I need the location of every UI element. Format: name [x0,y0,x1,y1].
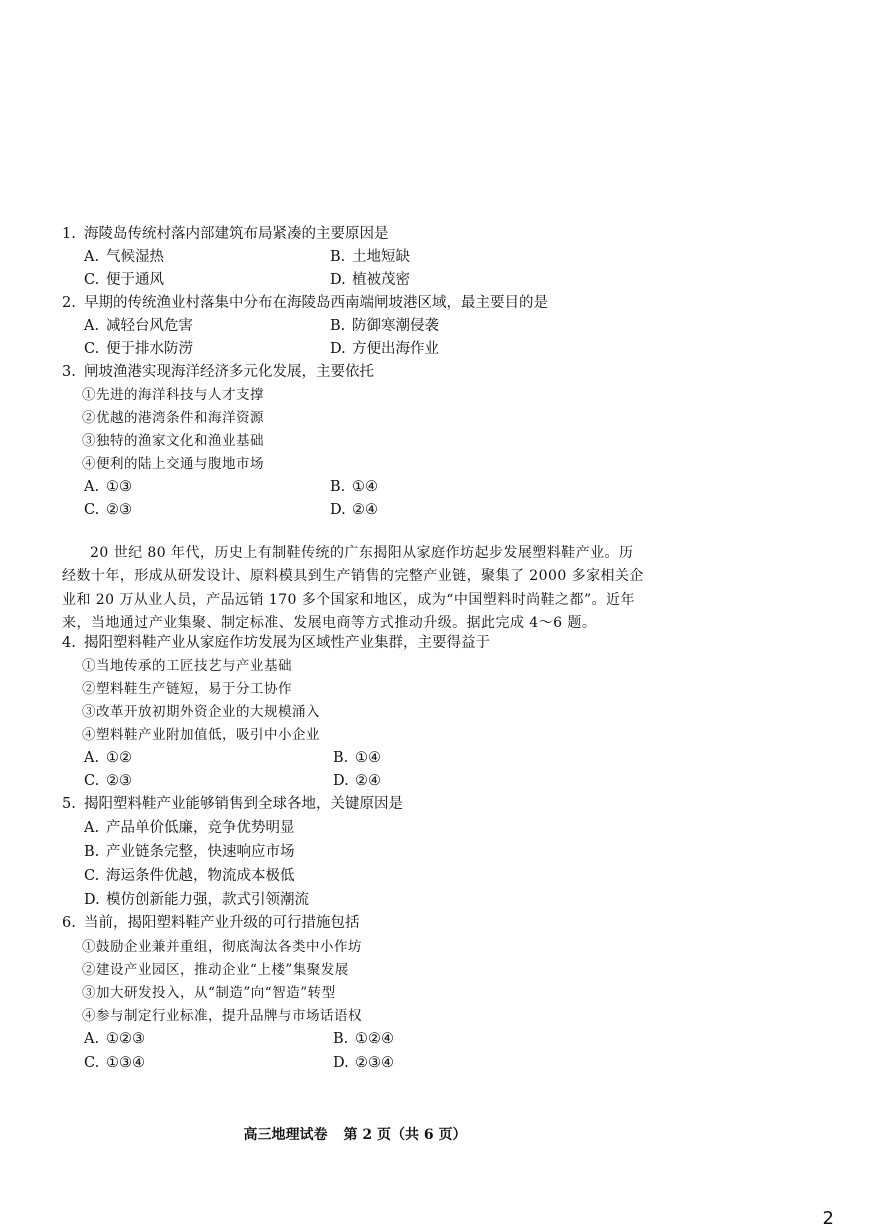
passage-line-4: 来，当地通过产业集聚、制定标准、发展电商等方式推动升级。据此完成 4～6 题。 [62,614,597,631]
q3-option-c: C. ②③ [84,502,132,518]
q4-statement-3: ③改革开放初期外资企业的大规模涌入 [82,704,320,720]
q6-statement-4: ④参与制定行业标准，提升品牌与市场话语权 [82,1008,362,1024]
q4-option-d: D. ②④ [333,773,381,789]
q6-statement-3: ③加大研发投入，从“制造”向“智造”转型 [82,985,336,1001]
q4-option-b: B. ①④ [333,750,381,766]
question-4-stem [62,634,490,653]
question-text: 早期的传统渔业村落集中分布在海陵岛西南端闸坡港区域，最主要目的是 [84,295,548,311]
question-text: 海陵岛传统村落内部建筑布局紧凑的主要原因是 [84,226,389,242]
q4-option-a: A. ①② [84,750,132,766]
question-number: 3. [62,364,76,380]
passage-line-2: 经数十年，形成从研发设计、原料模具到生产销售的完整产业链，聚集了 2000 多家相关企 [62,568,644,585]
q5-option-d: D. 模仿创新能力强，款式引领潮流 [84,892,309,908]
q1-option-c: C. 便于通风 [84,272,164,288]
q1-option-a: A. 气候湿热 [84,249,164,265]
question-3-stem [62,363,374,382]
q4-statement-2: ②塑料鞋生产链短，易于分工协作 [82,681,292,697]
q4-option-c: C. ②③ [84,773,132,789]
q3-option-b: B. ①④ [330,479,378,495]
passage-line-3: 业和 20 万从业人员，产品远销 170 多个国家和地区，成为“中国塑料时尚鞋之都”。近年 [62,591,635,608]
q5-option-a: A. 产品单价低廉，竞争优势明显 [84,820,295,836]
q5-option-c: C. 海运条件优越，物流成本极低 [84,868,295,884]
question-6-stem [62,914,360,933]
footer-page-number: 第 2 页（共 6 页） [343,1127,467,1143]
q6-statement-1: ①鼓励企业兼并重组，彻底淘汰各类中小作坊 [82,939,362,955]
q1-option-b: B. 土地短缺 [330,249,410,265]
footer-subject: 高三地理试卷 [243,1127,328,1143]
q3-statement-1: ①先进的海洋科技与人才支撑 [82,387,264,403]
q2-option-a: A. 减轻台风危害 [84,318,193,334]
question-number: 5. [62,796,76,812]
q4-statement-4: ④塑料鞋产业附加值低，吸引中小企业 [82,727,320,743]
q5-option-b: B. 产业链条完整，快速响应市场 [84,844,295,860]
page-footer [0,1124,710,1144]
q3-statement-3: ③独特的渔家文化和渔业基础 [82,433,264,449]
question-number: 4. [62,635,76,651]
q6-option-b: B. ①②④ [333,1031,394,1047]
q3-option-d: D. ②④ [330,502,378,518]
q6-option-a: A. ①②③ [84,1031,145,1047]
question-text: 揭阳塑料鞋产业从家庭作坊发展为区域性产业集群，主要得益于 [84,635,490,651]
q6-option-d: D. ②③④ [333,1055,394,1071]
passage-line-1: 20 世纪 80 年代，历史上有制鞋传统的广东揭阳从家庭作坊起步发展塑料鞋产业。历 [90,545,634,561]
question-number: 1. [62,226,76,242]
q2-option-c: C. 便于排水防涝 [84,341,193,357]
q6-statement-2: ②建设产业园区，推动企业“上楼”集聚发展 [82,962,349,978]
q3-statement-4: ④便利的陆上交通与腹地市场 [82,456,264,472]
question-text: 揭阳塑料鞋产业能够销售到全球各地，关键原因是 [84,796,403,812]
question-text: 闸坡渔港实现海洋经济多元化发展，主要依托 [84,364,374,380]
q2-option-d: D. 方便出海作业 [330,341,439,357]
q3-statement-2: ②优越的港湾条件和海洋资源 [82,410,264,426]
q4-statement-1: ①当地传承的工匠技艺与产业基础 [82,658,292,674]
question-number: 6. [62,915,76,931]
q3-option-a: A. ①③ [84,479,132,495]
q2-option-b: B. 防御寒潮侵袭 [330,318,439,334]
question-1-stem [62,225,389,244]
question-text: 当前，揭阳塑料鞋产业升级的可行措施包括 [84,915,360,931]
reading-passage [62,542,662,635]
question-2-stem [62,294,548,313]
q6-option-c: C. ①③④ [84,1055,145,1071]
corner-page-number: 2 [822,1208,834,1229]
question-number: 2. [62,295,76,311]
question-5-stem [62,795,403,814]
q1-option-d: D. 植被茂密 [330,272,410,288]
